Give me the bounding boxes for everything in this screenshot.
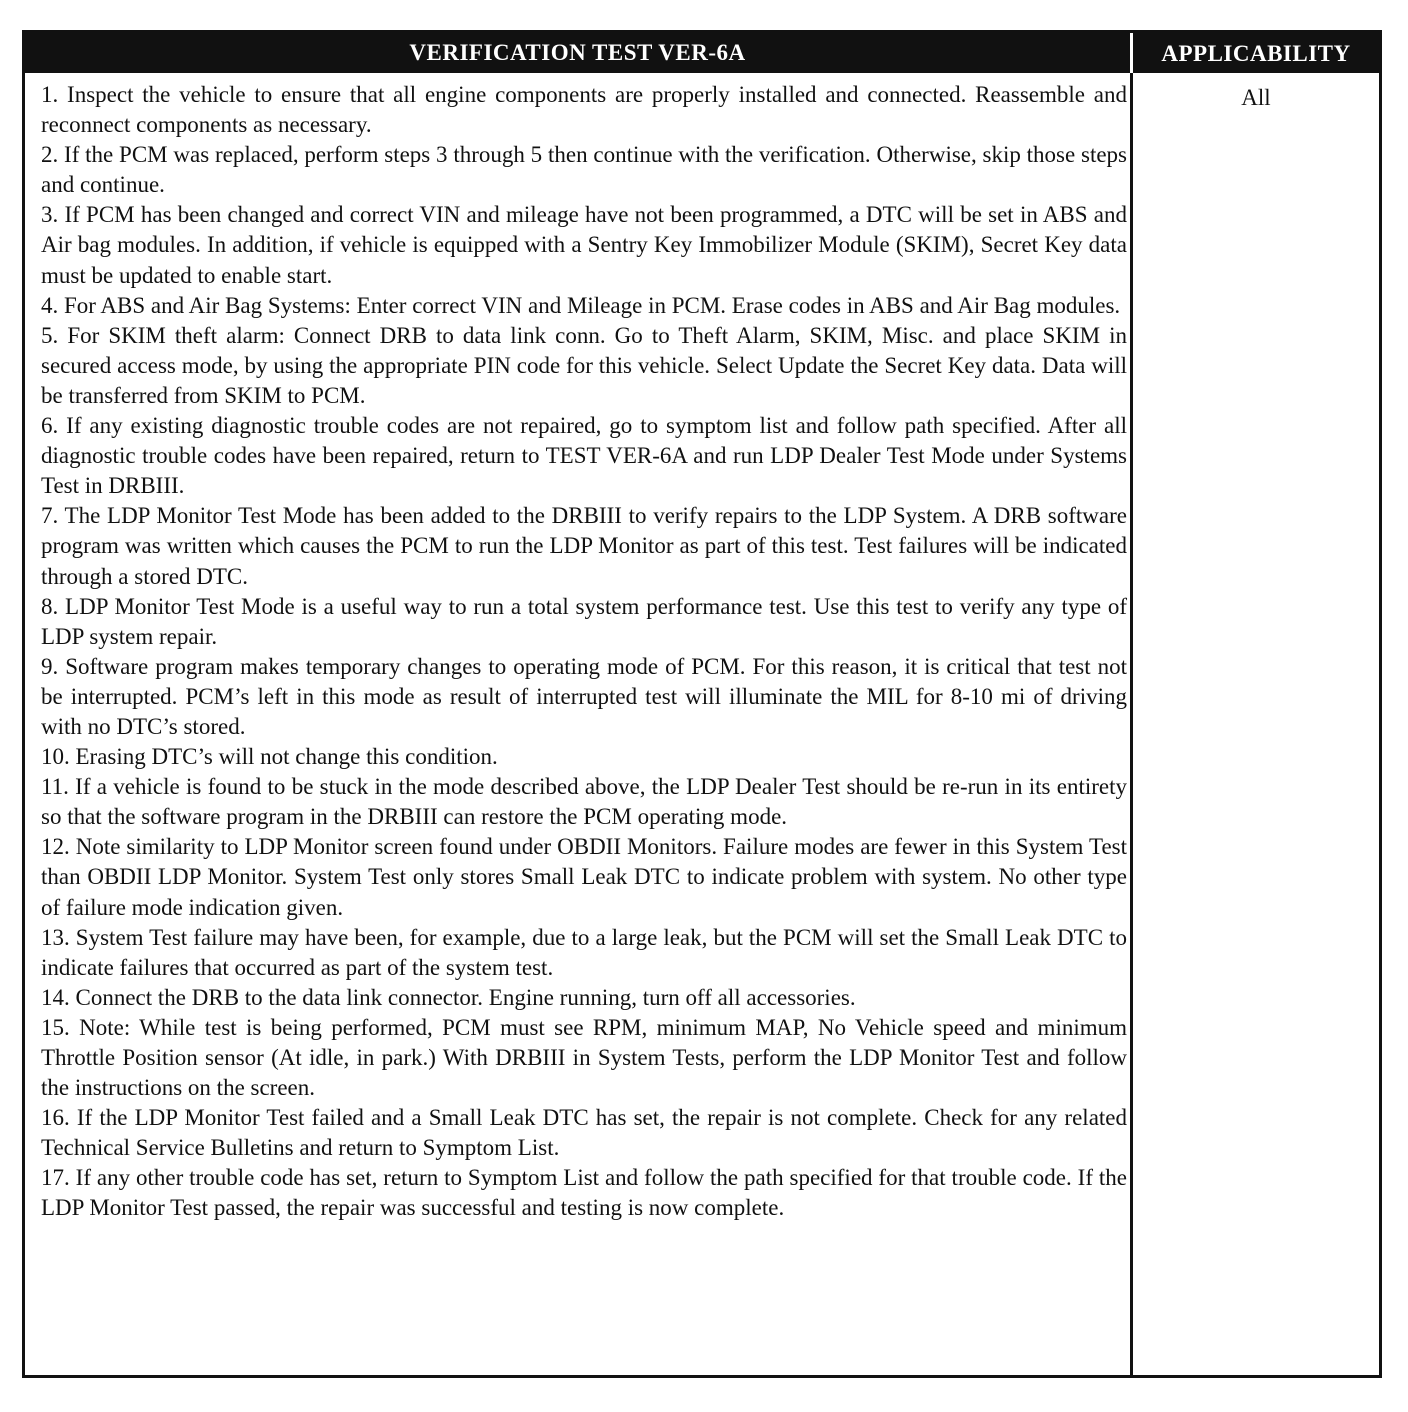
step-11: 11. If a vehicle is found to be stuck in the mode described above, the LDP Dealer Test should be re-run in its entirety so that the software program in the DRBIII can restore the PCM operating mode. <box>41 774 1127 830</box>
step-13: 13. System Test failure may have been, for example, due to a large leak, but the PCM will set the Small Leak DTC to indicate failures that occurred as part of the system test. <box>41 924 1127 980</box>
step-17: 17. If any other trouble code has set, return to Symptom List and follow the path specified for that trouble code. If the LDP Monitor Test passed, the repair was successful and testing is now complete. <box>41 1165 1127 1221</box>
header-applicability: APPLICABILITY <box>1161 41 1351 66</box>
steps-list <box>41 80 1127 1224</box>
step-5: 5. For SKIM theft alarm: Connect DRB to data link conn. Go to Theft Alarm, SKIM, Misc. and place SKIM in secured access mode, by using the appropriate PIN code for this vehicle. Select Update the Secret Key data. Data will be transferred from SKIM to PCM. <box>41 322 1127 408</box>
step-9: 9. Software program makes temporary changes to operating mode of PCM. For this reason, it is critical that test not be interrupted. PCM’s left in this mode as result of interrupted test will illuminate the MIL for 8-10 mi of driving with no DTC’s stored. <box>41 653 1127 739</box>
applicability-value: All <box>1241 85 1271 110</box>
header-test-title: VERIFICATION TEST VER-6A <box>409 40 746 65</box>
table-header <box>25 33 1379 73</box>
verification-test-table <box>22 30 1382 1378</box>
step-16: 16. If the LDP Monitor Test failed and a Small Leak DTC has set, the repair is not complete. Check for any related Technical Service Bulletins and return to Symptom List. <box>41 1105 1127 1161</box>
step-12: 12. Note similarity to LDP Monitor screen found under OBDII Monitors. Failure modes are fewer in this System Test than OBDII LDP Monitor. System Test only stores Small Leak DTC to indicate problem with system. No other type of failure mode indication given. <box>41 834 1127 920</box>
step-4: 4. For ABS and Air Bag Systems: Enter correct VIN and Mileage in PCM. Erase codes in ABS and Air Bag modules. <box>41 292 1121 318</box>
step-8: 8. LDP Monitor Test Mode is a useful way to run a total system performance test. Use this test to verify any type of LDP system repair. <box>41 593 1127 649</box>
step-15: 15. Note: While test is being performed, PCM must see RPM, minimum MAP, No Vehicle speed and minimum Throttle Position sensor (At idle, in park.) With DRBIII in System Tests, perform the LDP Monitor Test and follow the instructions on the screen. <box>41 1014 1127 1101</box>
column-divider <box>1130 73 1133 1375</box>
step-6: 6. If any existing diagnostic trouble codes are not repaired, go to symptom list and follow path specified. After all diagnostic trouble codes have been repaired, return to TEST VER-6A and run LDP Dealer Test Mode under Systems Test in DRBIII. <box>41 413 1127 499</box>
step-2: 2. If the PCM was replaced, perform steps 3 through 5 then continue with the verification. Otherwise, skip those steps and continue. <box>41 142 1127 198</box>
step-10: 10. Erasing DTC’s will not change this condition. <box>41 744 498 770</box>
step-3: 3. If PCM has been changed and correct VIN and mileage have not been programmed, a DTC will be set in ABS and Air bag modules. In addition, if vehicle is equipped with a Sentry Key Immobilizer Module (SKIM), Secret Key data must be updated to enable start. <box>41 202 1127 288</box>
step-1: 1. Inspect the vehicle to ensure that all engine components are properly installed and connected. Reassemble and reconnect components as necessary. <box>41 82 1127 138</box>
step-7: 7. The LDP Monitor Test Mode has been added to the DRBIII to verify repairs to the LDP System. A DRB software program was written which causes the PCM to run the LDP Monitor as part of this test. Test failures will be indicated through a stored DTC. <box>41 503 1127 589</box>
step-14: 14. Connect the DRB to the data link connector. Engine running, turn off all accessories. <box>41 984 856 1010</box>
